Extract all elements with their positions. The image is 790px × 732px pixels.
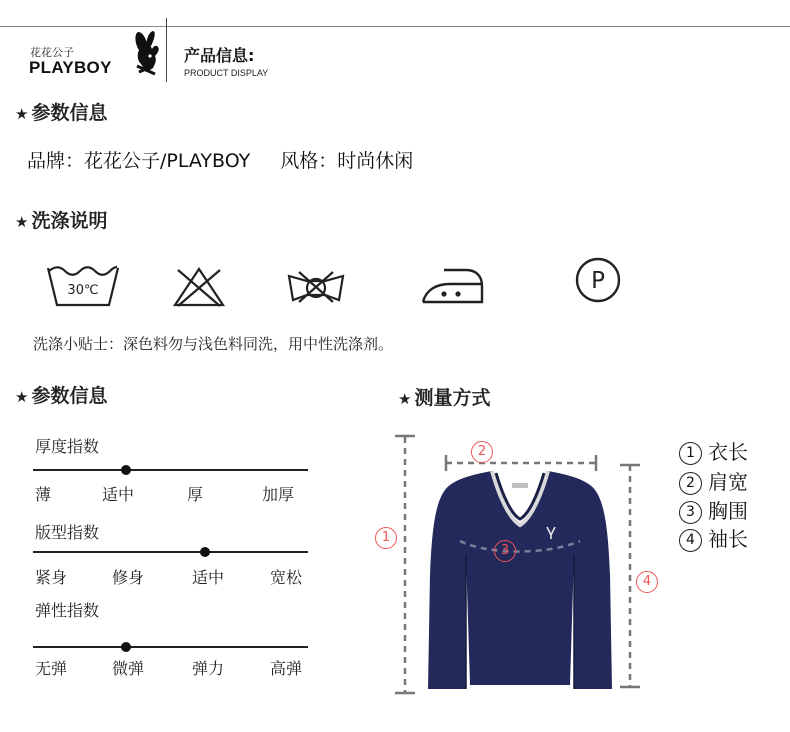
legend-number: 1 — [679, 442, 702, 465]
star-icon: ★ — [15, 105, 29, 123]
legend-item-shoulder — [679, 466, 748, 495]
legend-label: 衣长 — [708, 440, 748, 464]
section-params-bottom — [15, 381, 107, 408]
scale-elasticity-title: 弹性指数 — [35, 601, 100, 620]
scale-elasticity-label-1: 无弹 — [35, 659, 68, 678]
scale-fit-label-4: 宽松 — [270, 568, 303, 587]
sweater-body — [428, 471, 612, 689]
scale-elasticity-label-2: 微弹 — [112, 659, 145, 678]
scale-fit-track — [33, 551, 308, 553]
legend-number: 4 — [679, 529, 702, 552]
section-params-bottom-label: 参数信息 — [31, 385, 108, 407]
legend-label: 肩宽 — [708, 470, 748, 494]
header-divider — [166, 18, 167, 82]
scale-fit-label-3: 适中 — [192, 568, 225, 587]
scale-elasticity-label-3: 弹力 — [192, 659, 225, 678]
scale-thickness-title: 厚度指数 — [35, 437, 100, 456]
legend-item-sleeve — [679, 523, 748, 552]
no-tumble-dry-icon — [285, 268, 347, 306]
wash-30-icon — [46, 262, 120, 310]
marker-length: 1 — [375, 527, 397, 549]
style-value: 时尚休闲 — [337, 150, 414, 172]
washing-tip: 洗涤小贴士：深色料勿与浅色料同洗，用中性洗涤剂。 — [33, 335, 394, 353]
section-measure — [398, 383, 490, 410]
scale-elasticity-label-4: 高弹 — [270, 659, 303, 678]
legend-label: 胸围 — [708, 499, 748, 523]
marker-shoulder: 2 — [471, 441, 493, 463]
scale-thickness-label-1: 薄 — [35, 485, 52, 504]
brand-name-en: PLAYBOY — [29, 58, 112, 77]
scale-fit-label-2: 修身 — [112, 568, 145, 587]
section-params-top-label: 参数信息 — [31, 102, 108, 124]
scale-thickness-label-4: 加厚 — [262, 485, 295, 504]
legend-number: 2 — [679, 472, 702, 495]
legend-label: 袖长 — [708, 527, 748, 551]
dry-clean-p-icon — [574, 256, 622, 304]
scale-fit-title: 版型指数 — [35, 523, 100, 542]
marker-chest: 3 — [494, 540, 516, 562]
scale-thickness-label-3: 厚 — [187, 485, 204, 504]
dry-clean-letter: P — [591, 268, 605, 294]
legend-item-chest — [679, 495, 748, 524]
scale-fit-label-1: 紧身 — [35, 568, 68, 587]
legend-number: 3 — [679, 501, 702, 524]
style-label: 风格： — [280, 150, 338, 172]
wash-temp-label: 30℃ — [67, 283, 99, 298]
sweater-measure-diagram — [388, 425, 658, 700]
section-params-top — [15, 98, 107, 125]
scale-elasticity-marker — [121, 642, 131, 652]
star-icon: ★ — [398, 390, 412, 408]
scale-thickness-marker — [121, 465, 131, 475]
section-measure-label: 测量方式 — [414, 387, 491, 409]
section-washing — [15, 206, 107, 233]
page-title: 产品信息: — [184, 46, 255, 65]
star-icon: ★ — [15, 213, 29, 231]
page-subtitle: PRODUCT DISPLAY — [184, 68, 269, 78]
scale-elasticity-track — [33, 646, 308, 648]
top-divider — [0, 26, 790, 27]
scale-thickness-label-2: 适中 — [102, 485, 135, 504]
brand-name-cn: 花花公子 — [30, 46, 74, 59]
section-washing-label: 洗涤说明 — [31, 210, 108, 232]
marker-sleeve: 4 — [636, 571, 658, 593]
brand-label: 品牌： — [27, 150, 85, 172]
legend-item-length — [679, 436, 748, 465]
scale-fit-marker — [200, 547, 210, 557]
bunny-logo-icon — [129, 30, 163, 78]
star-icon: ★ — [15, 388, 29, 406]
iron-medium-icon — [420, 262, 486, 306]
brand-style-line — [27, 146, 413, 173]
scale-thickness-track — [33, 469, 308, 471]
brand-value: 花花公子/PLAYBOY — [84, 150, 251, 172]
no-bleach-icon — [172, 266, 226, 308]
